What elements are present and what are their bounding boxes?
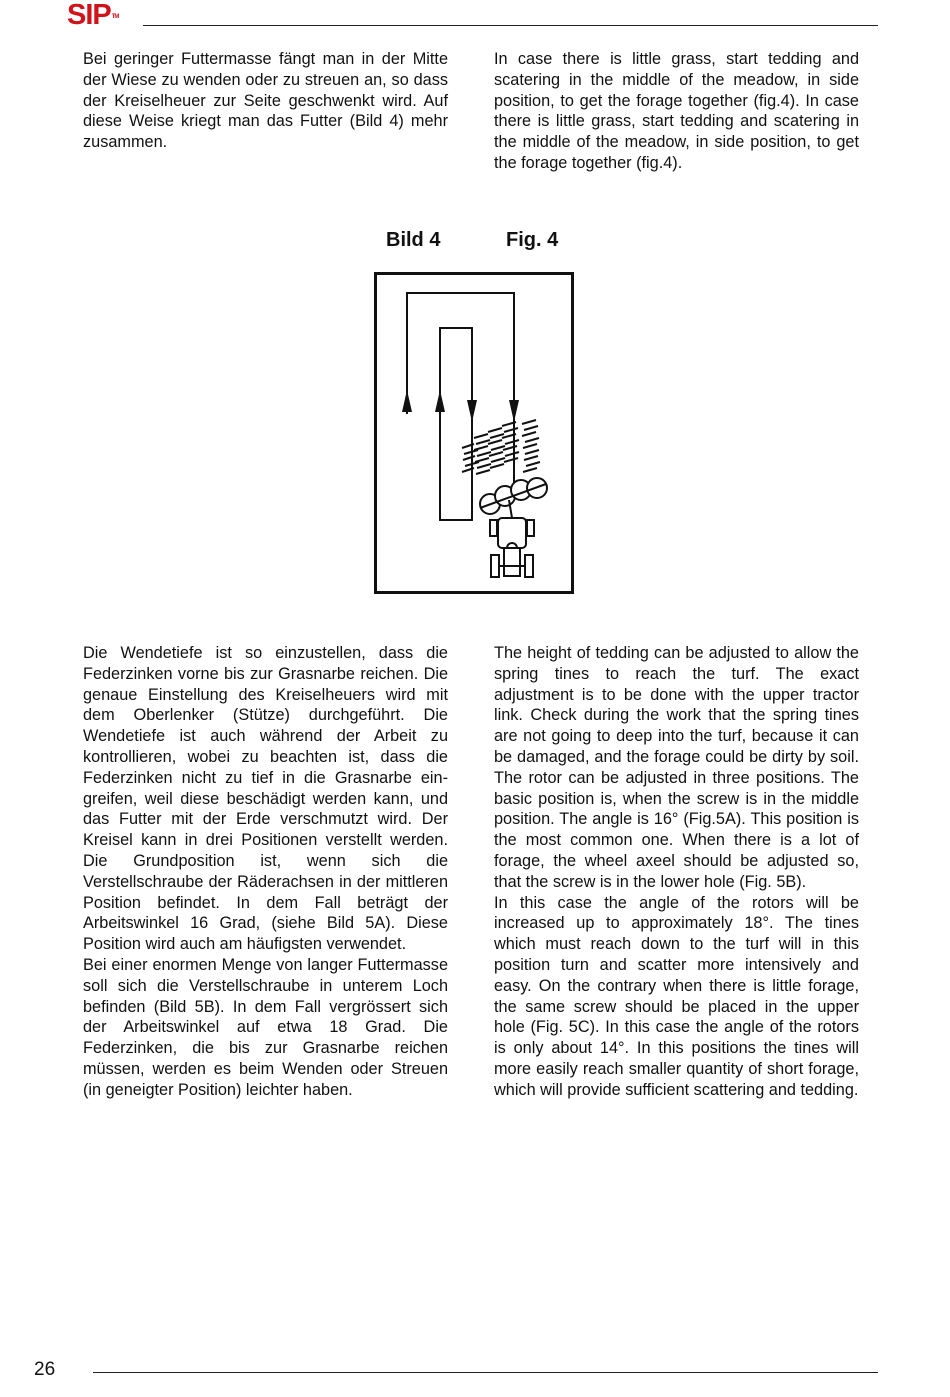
body-english: [494, 643, 859, 1101]
driving-path: [407, 293, 514, 520]
figure-caption-english: Fig. 4: [506, 229, 559, 251]
arrow-down-icon: [509, 400, 519, 422]
intro-english-text: In case there is little grass, start tedding and scatering in the middle of the meadow, in side position, to get the forage together (fig.4). In case there is little grass, start tedding and scatering in the middle of the meadow, in side position, to get the forage together (fig.4).: [494, 50, 859, 172]
body-german-paragraph-2: Bei einer enormen Menge von langer Futtermasse soll sich die Verstellschraube in unterem Loch befinden (Bild 5B). In dem Fall vergrössert sich der Arbeitswinkel auf etwa 18 Grad. Die Federzinken, die bis zur Grasnarbe reichen müssen, werden es beim Wenden oder Streuen (in geneigter Position) leichter haben.: [83, 955, 448, 1099]
tedding-pattern-diagram: [374, 272, 574, 594]
arrow-down-icon: [467, 400, 477, 422]
body-english-paragraph-1: The height of tedding can be adjusted to allow the spring tines to reach the turf. The exact adjustment is to be done with the upper tractor link. Check during the work that the spring tines are not going to deep into the turf, because it can be damaged, and the forage could be dirty by soil. The rotor can be adjusted in three positions. The basic position is, when the screw is in the middle position. The angle is 16° (Fig.5A). This position is the most common one. When there is a lot of forage, the wheel axeel should be adjusted so, that the screw is in the lower hole (Fig. 5B).: [494, 644, 859, 891]
intro-english: [494, 49, 859, 174]
header-rule: [143, 25, 878, 26]
page-number: 26: [34, 1359, 56, 1380]
intro-german: [83, 49, 448, 153]
trademark-mark: TM: [111, 14, 119, 20]
arrow-up-icon: [435, 390, 445, 412]
sip-logo: SIP™: [67, 0, 119, 31]
forage-hatching: [462, 420, 540, 474]
body-german-paragraph-1: Die Wendetiefe ist so einzustellen, dass die Federzinken vorne bis zur Grasnarbe reichen. Die genaue Einstellung des Kreiselheuers wird mit dem Oberlenker (Stütze) durchgeführt. Die Wendetiefe ist auch während der Arbeit zu kontrollieren, wobei zu beachten ist, dass die Federzinken nicht zu tief in die Grasnarbe ein-greifen, weil diese beschädigt werden kann, und das Futter mit der Erde verschmutzt wird. Der Kreisel kann in drei Positionen verstellt werden. Die Grundposition ist, wenn sich die Verstellschraube der Räderachsen in der mittleren Position befindet. In dem Fall beträgt der Arbeitswinkel 16 Grad, (siehe Bild 5A). Diese Position wird auch am häufigsten verwendet.: [83, 644, 448, 954]
arrow-up-icon: [402, 390, 412, 412]
footer-rule: [93, 1372, 878, 1373]
figure-caption-german: Bild 4: [386, 229, 441, 251]
intro-german-text: Bei geringer Futtermasse fängt man in der Mitte der Wiese zu wenden oder zu streuen an, so dass der Kreiselheuer zur Seite geschwenkt wird. Auf diese Weise kriegt man das Futter (Bild 4) mehr zusammen.: [83, 50, 448, 152]
body-english-paragraph-2: In this case the angle of the rotors will be increased up to approximately 18°. The tines which must reach down to the turf will in this position turn and scatter more intensively and easy. On the contrary when there is little forage, the same screw should be placed in the upper hole (Fig. 5C). In this case the angle of the rotors is only about 14°. In this positions the tines will more easily reach smaller quantity of short forage, which will provide sufficient scattering and tedding.: [494, 893, 859, 1099]
meadow-border: [376, 274, 573, 593]
body-german: [83, 643, 448, 1101]
